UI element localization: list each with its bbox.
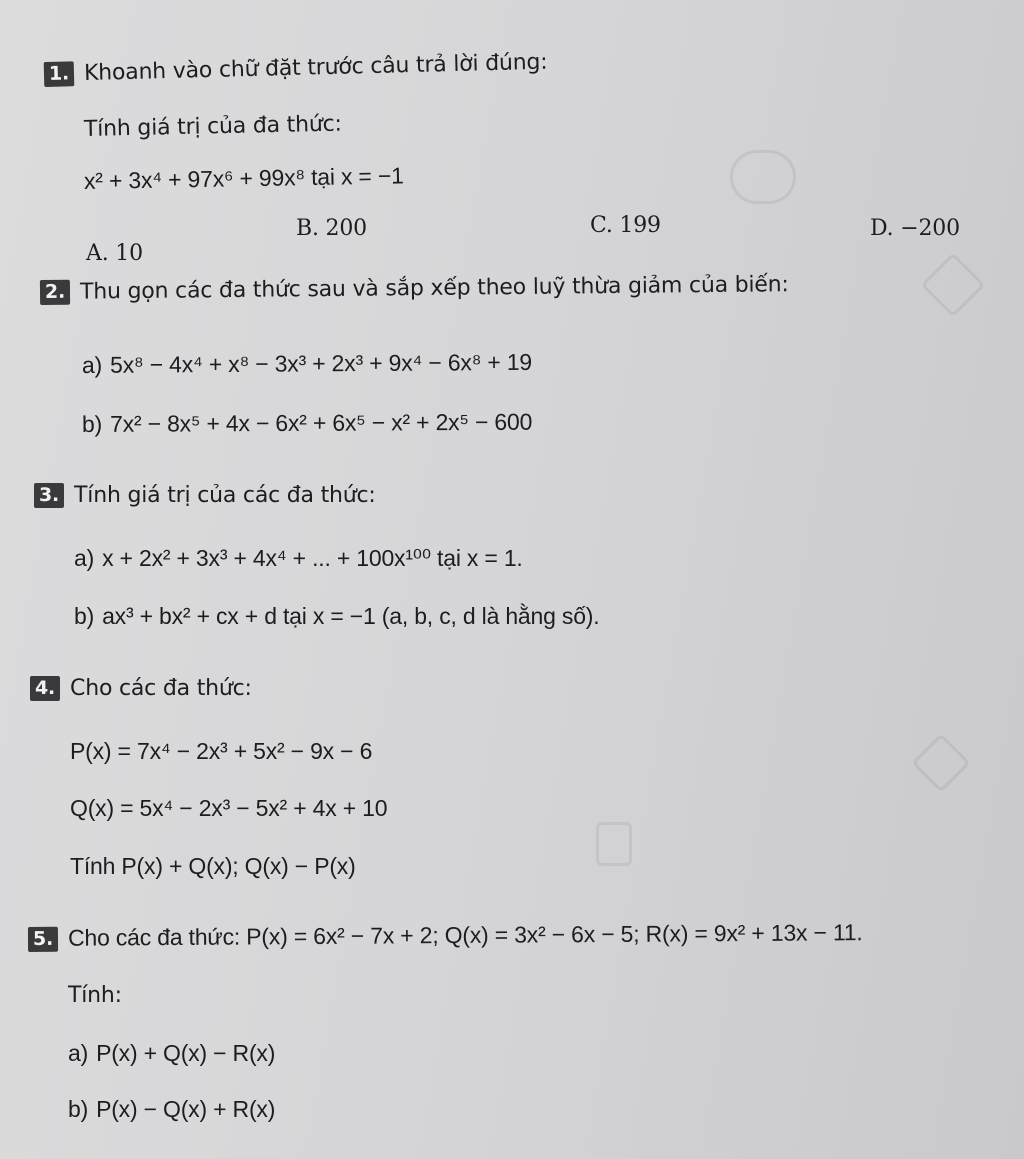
exercise-5-item-b bbox=[68, 1096, 275, 1123]
exercise-3-item-a bbox=[74, 545, 523, 572]
option-d: D. −200 bbox=[870, 216, 960, 241]
instruction: Cho các đa thức: P(x) = 6x² − 7x + 2; Q(x) = 3x² − 6x − 5; R(x) = 9x² + 13x − 11. bbox=[67, 919, 863, 951]
exercise-3-heading bbox=[34, 483, 376, 508]
item-label: a) bbox=[81, 351, 103, 378]
polynomial-p: P(x) = 7x⁴ − 2x³ + 5x² − 9x − 6 bbox=[70, 738, 373, 764]
bleed-through-mark bbox=[730, 150, 796, 204]
exercise-5-item-a bbox=[68, 1040, 275, 1067]
item-expression: 7x² − 8x⁵ + 4x − 6x² + 6x⁵ − x² + 2x⁵ − 600 bbox=[109, 408, 533, 437]
exercise-number: 1. bbox=[44, 61, 75, 87]
bleed-through-mark bbox=[920, 252, 985, 317]
item-label: a) bbox=[74, 545, 95, 571]
item-expression: 5x⁸ − 4x⁴ + x⁸ − 3x³ + 2x³ + 9x⁴ − 6x⁸ + 19 bbox=[109, 348, 533, 378]
exercise-1-expression: x² + 3x⁴ + 97x⁶ + 99x⁸ tại x = −1 bbox=[83, 162, 404, 194]
option-b: B. 200 bbox=[296, 216, 367, 241]
instruction: Tính giá trị của các đa thức: bbox=[74, 483, 376, 508]
bleed-through-mark bbox=[911, 733, 970, 792]
item-label: a) bbox=[68, 1040, 89, 1066]
exercise-number: 3. bbox=[34, 483, 64, 508]
instruction: Cho các đa thức: bbox=[70, 676, 252, 701]
item-label: b) bbox=[68, 1096, 89, 1122]
option-c: C. 199 bbox=[590, 213, 661, 238]
item-label: b) bbox=[81, 410, 103, 437]
item-expression: P(x) + Q(x) − R(x) bbox=[96, 1040, 276, 1066]
exercise-number: 2. bbox=[40, 280, 70, 305]
item-expression: ax³ + bx² + cx + d tại x = −1 (a, b, c, d là hằng số). bbox=[102, 603, 600, 629]
polynomial-q: Q(x) = 5x⁴ − 2x³ − 5x² + 4x + 10 bbox=[70, 795, 388, 821]
exercise-5-heading bbox=[28, 919, 863, 952]
exercise-1-heading bbox=[44, 50, 548, 87]
exercise-number: 5. bbox=[28, 927, 58, 952]
exercise-number: 4. bbox=[30, 676, 60, 701]
bleed-through-mark bbox=[596, 822, 632, 866]
exercise-2-item-a bbox=[82, 349, 532, 379]
option-a: A. 10 bbox=[86, 241, 143, 266]
item-expression: P(x) − Q(x) + R(x) bbox=[96, 1096, 276, 1122]
item-expression: x + 2x² + 3x³ + 4x⁴ + ... + 100x¹⁰⁰ tại x = 1. bbox=[102, 545, 523, 571]
exercise-1-prompt: Tính giá trị của đa thức: bbox=[83, 111, 342, 142]
exercise-4-heading bbox=[30, 676, 252, 701]
exercise-3-item-b bbox=[74, 603, 599, 630]
exercise-5-prompt: Tính: bbox=[68, 983, 122, 1008]
item-label: b) bbox=[74, 603, 95, 629]
instruction: Thu gọn các đa thức sau và sắp xếp theo luỹ thừa giảm của biến: bbox=[79, 272, 789, 305]
instruction: Khoanh vào chữ đặt trước câu trả lời đúng: bbox=[83, 49, 548, 87]
exercise-2-item-b bbox=[82, 409, 532, 438]
exercise-2-heading bbox=[40, 272, 789, 305]
exercise-4-task: Tính P(x) + Q(x); Q(x) − P(x) bbox=[70, 853, 356, 879]
